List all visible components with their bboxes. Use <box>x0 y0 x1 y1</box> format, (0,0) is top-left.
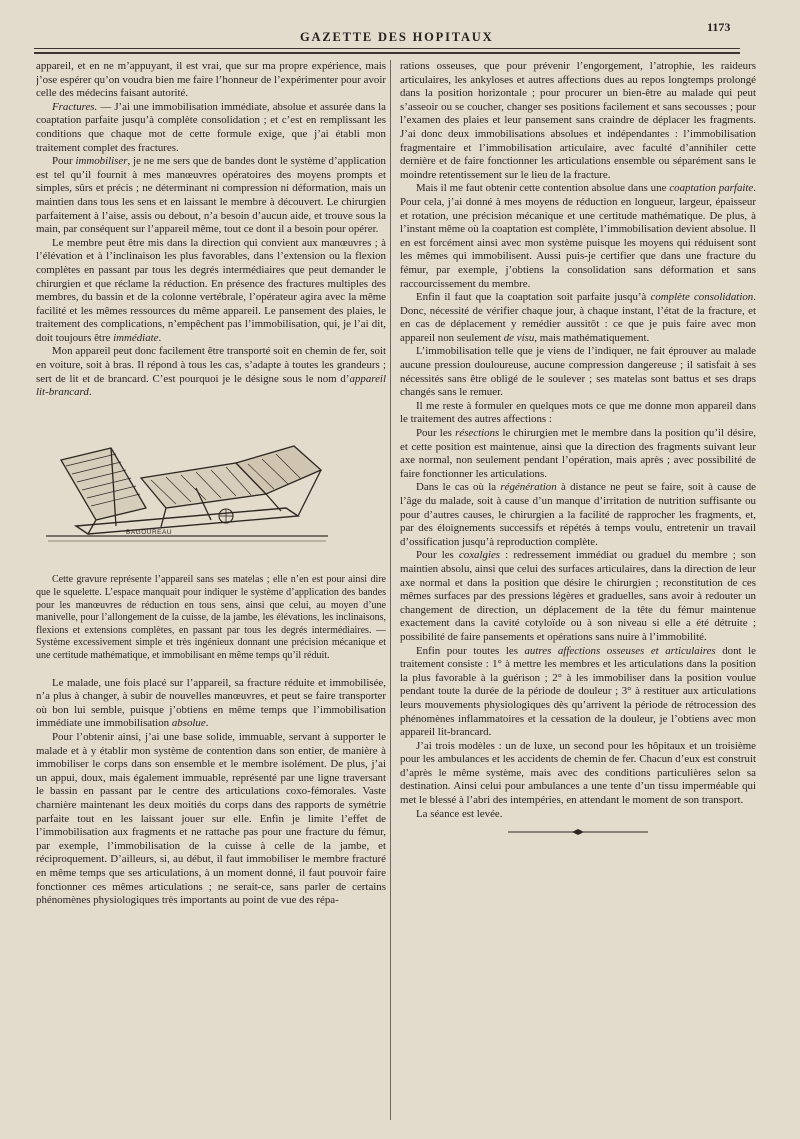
page-number: 1173 <box>707 20 731 34</box>
figure-caption: Cette gravure représente l’appareil sans ses matelas ; elle n’en est pour ainsi dire que le squelette. L’espace manquait pour indiquer le système d’application des bandes pour les manœuvres de réduction en tous sens, ainsi que celui, au moyen d’une manivelle, pour l’allongement de la cuisse, de la jambe, les élévations, les inclinaisons, flexions et extensions complètes, en passant par tous les degrés intermédiaires. — Système excessivement simple et très ingénieux donnant une précision mécanique et une certitude mathématique, et immobilisant en même temps qu’il réduit. <box>36 574 386 661</box>
apparatus-engraving <box>36 408 336 558</box>
paragraph: Pour immobiliser, je ne me sers que de bandes dont le système d’application est tel qu’il fournit à mes manœuvres opératoires des moyens prompts et simples, sûrs et précis ; ne déterminant ni compression ni déformation, mais un maintien dans tous les sens et en laissant le membre à découvert. Le chirurgien parfaitement à l’aise, assis ou debout, n’a besoin d’aucun aide, et trouve sous la main, par conséquent sur l’appareil même, tout ce dont il a besoin pour opérer. <box>36 155 386 236</box>
page-header-title: GAZETTE DES HOPITAUX <box>300 30 494 44</box>
paragraph: Mon appareil peut donc facilement être transporté soit en chemin de fer, soit en voiture, soit à bras. Il répond à tous les cas, s’adapte à toutes les grandeurs ; sert de lit et de brancard. C’est pourquoi je le désigne sous le nom d’appareil lit-brancard. <box>36 345 386 399</box>
paragraph: Le membre peut être mis dans la direction qui convient aux manœuvres ; à l’élévation et à l’inclinaison les plus favorables, dans l’extension ou la flexion complètes en passant par tous les degrés intermédiaires que peut demander le chirurgien et que réclame la réduction. En présence des fractures multiples des membres, du bassin et de la colonne vertébrale, l’opérateur agira avec la même facilité et les mêmes ressources du même appareil. Le pansement des plaies, le traitement des complications, n’empêchent pas l’immobilisation, qui, je l’ai dit, doit toujours être immédiate. <box>36 236 386 344</box>
paragraph: Enfin il faut que la coaptation soit parfaite jusqu’à complète consolidation. Donc, nécessité de vérifier chaque jour, à chaque instant, l’état de la fracture, et en cas de déplacement y remédier aussitôt : ce que je puis faire avec mon appareil non seulement de visu, mais mathématiquement. <box>400 291 756 344</box>
paragraph: Le malade, une fois placé sur l’appareil, sa fracture réduite et immobilisée, n’a plus à changer, à subir de nouvelles manœuvres, et peut se faire transporter où bon lui semble, puisque j’obtiens en même temps que l’immobilisation immédiate une immobilisation absolue. <box>36 676 386 730</box>
paragraph: Il me reste à formuler en quelques mots ce que me donne mon appareil dans le traitement des autres affections : <box>400 399 756 426</box>
closing-line: La séance est levée. <box>416 807 503 820</box>
paragraph: Pour l’obtenir ainsi, j’ai une base solide, immuable, servant à supporter le malade et à y établir mon système de contention dans son entier, de manière à immobiliser le corps dans son ensemble et le membre isolément. De plus, j’ai un appui, doux, mais également immuable, représenté par une ligne traversant le bassin en passant par le centre des articulations coxo-fémorales. Vaste charnière maintenant les deux moitiés du corps dans des rapports de symétrie parfaite tout en les laissant jouer sur elle. Enfin je limite l’effet de l’immobilisation aux fragments et ne rattache pas pour une fracture du fémur, par exemple, l’immobilisation de la cuisse à celle de la jambe, et réciproquement. D’ailleurs, si, au début, il faut immobiliser le membre fracturé en même temps que ses articulations, à un moment donné, il faut pouvoir faire fonctionner ces mêmes articulations ; ne serait-ce, sans parler de certains phénomènes physiologiques très importants au point de vue des répa- <box>36 730 386 907</box>
paragraph: Enfin pour toutes les autres affections osseuses et articulaires dont le traitement consiste : 1° à mettre les membres et les articulations dans la position la plus favorable à la guérison ; 2° à les immobiliser dans la position voulue pendant toute la durée de la période de douleur ; 3° à restituer aux articulations leurs mouvements physiologiques dès qu’arrivent la période de rétrocession des phénomènes inflammatoires et la cessation de la douleur, je l’obtiens avec mon appareil lit-brancard. <box>400 644 756 739</box>
engraver-signature: BAGOUREAU <box>126 528 173 536</box>
column-divider <box>390 60 391 1120</box>
paragraph: Pour les coxalgies : redressement immédiat ou graduel du membre ; son maintien absolu, ainsi que celui des surfaces articulaires, dans la direction de leur axe normal et dans la position que désire le chirurgien ; reconstitution de ces mêmes surfaces par des pressions légères et graduelles, sans avoir à redouter un changement de direction, un déplacement de la tête du fémur maintenue exactement dans la cavité cotyloïde ou à son niveau si elle a été détruite ; possibilité de faire pansements et opérations sans nuire à l’immobilité. <box>400 549 756 643</box>
paragraph: L’immobilisation telle que je viens de l’indiquer, ne fait éprouver au malade aucune pression douloureuse, aucune compression dangereuse ; il satisfait à ses nécessités sans être obligé de le soulever ; ses matelas sont battus et ses draps changés sans le remuer. <box>400 345 756 399</box>
header-rule-double <box>34 52 740 54</box>
paragraph: rations osseuses, que pour prévenir l’engorgement, l’atrophie, les raideurs articulaires, les ankyloses et autres affections dues au repos longtemps prolongé dans la position horizontale ; pour procurer un bien-être au malade qui peut s’asseoir ou se coucher, changer ses positions facilement et sans secousses ; pour l’examen des plaies et leur pansement sans craindre de déplacer les fragments. J’ai donc deux immobilisations absolues et indépendantes : l’immobilisation fragmentaire et l’immobilisation articulaire, avec faculté d’annihiler cette dernière et de faire fonctionner les articulations ensemble ou séparément sans le moindre retentissement sur le lieu de la fracture. <box>400 60 756 181</box>
paragraph-fractures: Fractures. — J’ai une immobilisation immédiate, absolue et assurée dans la coaptation parfaite jusqu’à complète consolidation ; et c’est en remplissant les conditions que chaque mot de cette formule exige, que j’ai établi mon traitement complet des fractures. <box>36 100 386 154</box>
section-label: Fractures. <box>52 100 98 113</box>
paragraph: appareil, et en ne m’appuyant, il est vrai, que sur ma propre expérience, mais j’ose espérer qu’on voudra bien me faire l’honneur de l’expérimenter pour avoir celle des médecins faisant autorité. <box>36 60 386 100</box>
left-column <box>36 60 386 1130</box>
header-rule <box>34 48 740 49</box>
end-ornament <box>478 827 678 837</box>
paragraph: Dans le cas où la régénération à distance ne peut se faire, soit à cause de l’âge du malade, soit à cause d’un manque d’irritation de nutrition suffisante ou pour d’autres causes, le chirurgien a la facilité de rapprocher les fragments, et, par des éloignements successifs et répétés à temps voulu, entretenir un travail d’ossification jusqu’à reproduction complète. <box>400 481 756 548</box>
paragraph: J’ai trois modèles : un de luxe, un second pour les hôpitaux et un troisième pour les ambulances et les accidents de chemin de fer. Chacun d’eux est construit d’après le même système, mais avec des conditions particulières selon sa destination. Ainsi celui pour ambulances a une tente d’un tissu imperméable qui met le blessé à l’abri des intempéries, en attendant le moment de son transport. <box>400 739 756 807</box>
paragraph: Mais il me faut obtenir cette contention absolue dans une coaptation parfaite. Pour cela, j’ai donné à mes moyens de réduction en longueur, largeur, épaisseur et rotation, une précision mécanique et une certitude mathématique. De plus, à l’instant même où la coaptation est complète, l’immobilisation devient absolue. Il en est forcément ainsi avec mon système puisque les moyens qui réduisent sont les mêmes qui immobilisent. Aussi puis-je certifier que dans une fracture du fémur, par exemple, j’obtiens la consolidation sans déformation et sans raccourcissement du membre. <box>400 182 756 290</box>
right-column <box>400 60 756 1130</box>
paragraph: Pour les résections le chirurgien met le membre dans la position qu’il désire, et cette position est maintenue, ainsi que la direction des fragments suivant leur axe normal, non seulement pendant l’opération, mais après ; avec possibilité de faire fonctionner les articulations. <box>400 427 756 480</box>
